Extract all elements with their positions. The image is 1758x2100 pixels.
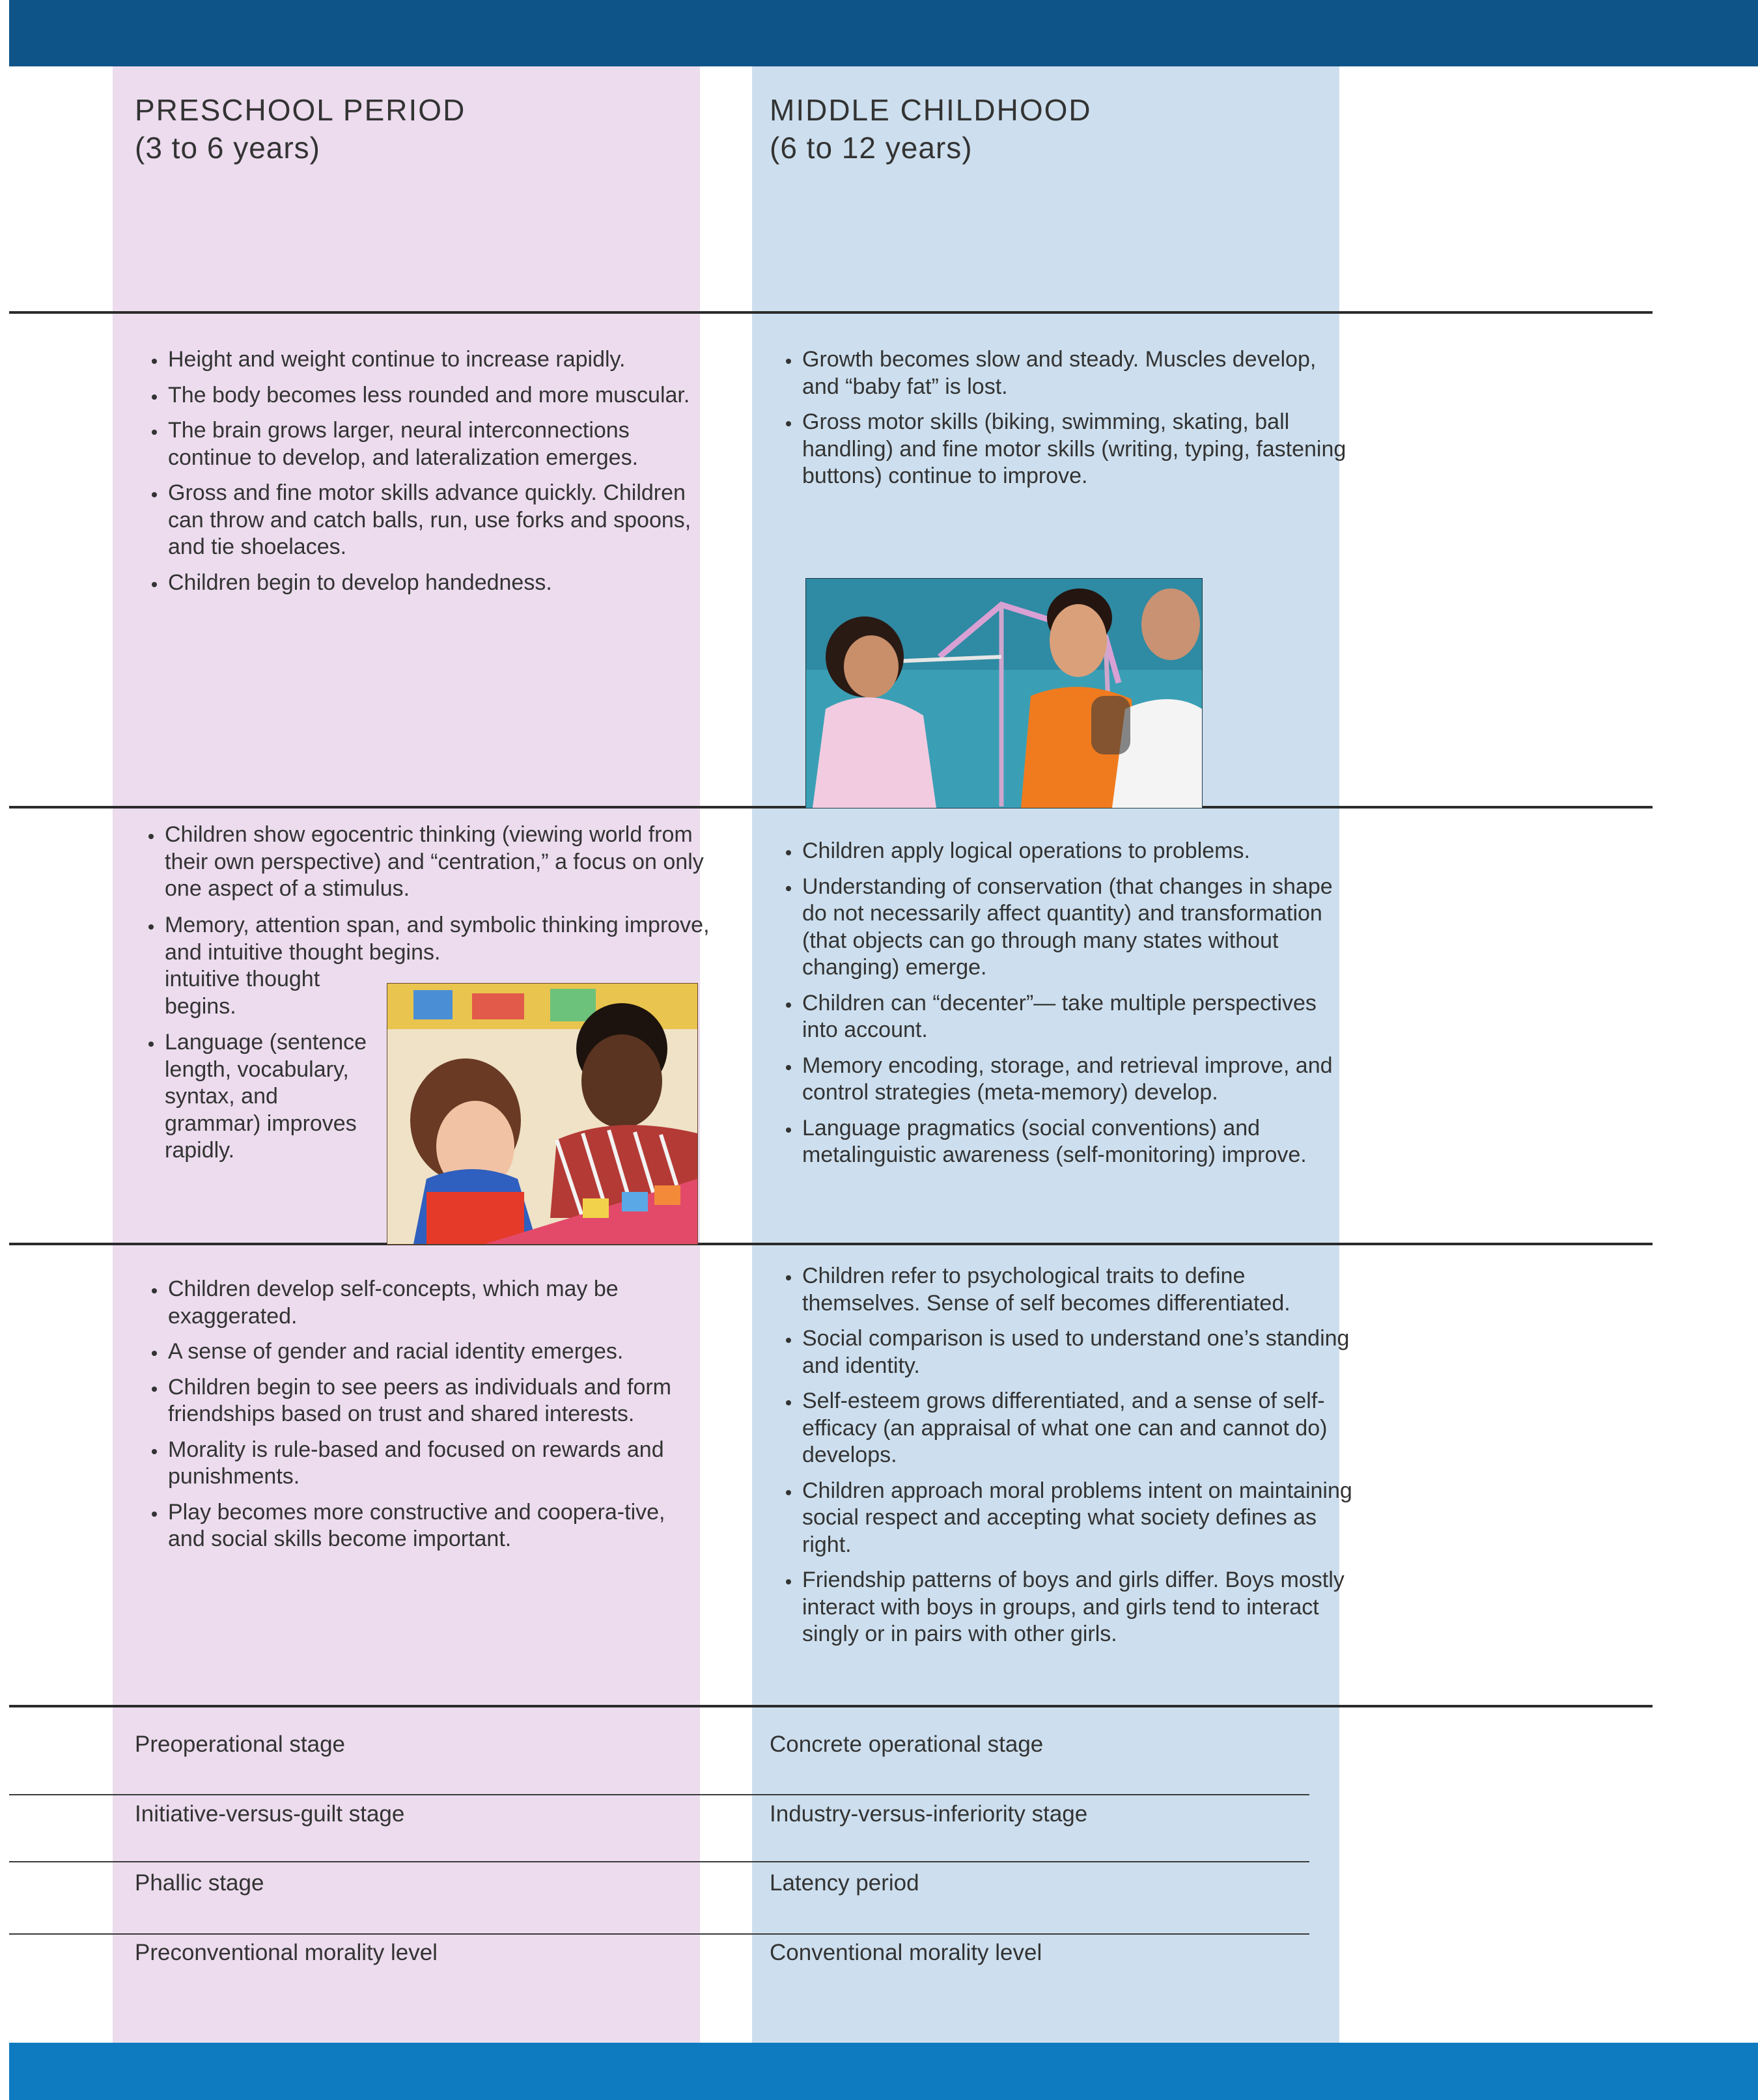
list-item: • Children refer to psychological traits to define themselves. Sense of self becomes differentiated. <box>801 1263 1354 1317</box>
cognitive-preschool-list-memory <box>132 912 720 967</box>
continuation-line-1: intuitive thought <box>165 967 320 991</box>
list-item: • Social comparison is used to understand one’s standing and identity. <box>801 1325 1354 1379</box>
theory-piaget-preschool: Preoperational stage <box>135 1732 345 1757</box>
list-item: • Friendship patterns of boys and girls differ. Boys mostly interact with boys in groups, and girls tend to interact singly or in pairs with other girls. <box>801 1567 1354 1648</box>
list-item: • Play becomes more constructive and coopera-tive, and social skills become important. <box>167 1499 707 1553</box>
list-item: • Morality is rule-based and focused on rewards and punishments. <box>167 1437 707 1491</box>
list-item: • Gross and fine motor skills advance quickly. Children can throw and catch balls, run, use forks and spoons, and tie shoelaces. <box>167 480 714 561</box>
theory-erikson-middle: Industry-versus-inferiority stage <box>770 1801 1088 1827</box>
preschool-title: PRESCHOOL PERIOD <box>135 93 466 127</box>
list-item: • Children approach moral problems intent on maintaining social respect and accepting what society defines as right. <box>801 1478 1354 1559</box>
bottom-banner <box>9 2043 1758 2100</box>
middle-childhood-age-range: (6 to 12 years) <box>770 131 973 165</box>
theory-divider <box>9 1861 1309 1862</box>
memory-text: • Memory, attention span, and symbolic thinking improve, and intuitive thought begins. <box>165 913 710 965</box>
theory-freud-preschool: Phallic stage <box>135 1870 264 1896</box>
theory-divider <box>9 1933 1309 1935</box>
list-item: • The body becomes less rounded and more muscular. <box>167 382 714 409</box>
social-preschool-list <box>135 1276 707 1562</box>
memory-continuation <box>165 966 380 1020</box>
section-divider-theories <box>9 1705 1653 1707</box>
list-item: • Understanding of conservation (that changes in shape do not necessarily affect quantity) and transformation (that objects can go through many states without changing) emerge. <box>801 874 1354 982</box>
list-item: • Language pragmatics (social conventions) and metalinguistic awareness (self-monitoring) improve. <box>801 1115 1354 1169</box>
top-banner <box>9 0 1758 66</box>
physical-preschool-list <box>135 346 714 605</box>
continuation-line-2: begins. <box>165 993 236 1019</box>
preschool-age-range: (3 to 6 years) <box>135 131 320 165</box>
physical-middle-list <box>770 346 1348 499</box>
children-building-illustration <box>806 579 1202 808</box>
children-playing-photo <box>387 983 698 1245</box>
theory-erikson-preschool: Initiative-versus-guilt stage <box>135 1801 405 1827</box>
list-item: • The brain grows larger, neural interconnections continue to develop, and lateralization emerges. <box>167 417 714 471</box>
list-item: • Height and weight continue to increase rapidly. <box>167 346 714 374</box>
cognitive-middle-list <box>770 838 1354 1178</box>
theory-kohlberg-middle: Conventional morality level <box>770 1940 1042 1965</box>
cognitive-preschool-list-language <box>132 1029 378 1173</box>
list-item: • Growth becomes slow and steady. Muscles develop, and “baby fat” is lost. <box>801 346 1348 400</box>
list-item: • Language (sentence length, vocabulary, syntax, and grammar) improves rapidly. <box>163 1029 378 1165</box>
children-building-photo <box>805 578 1203 808</box>
list-item: • A sense of gender and racial identity emerges. <box>167 1338 707 1366</box>
list-item: • Children can “decenter”— take multiple perspectives into account. <box>801 990 1354 1044</box>
children-playing-illustration <box>387 984 697 1244</box>
middle-childhood-title: MIDDLE CHILDHOOD <box>770 93 1092 127</box>
list-item: • Children develop self-concepts, which may be exaggerated. <box>167 1276 707 1330</box>
social-middle-list <box>770 1263 1354 1657</box>
list-item: • Children show egocentric thinking (viewing world from their own perspective) and “centration,” a focus on only one aspect of a stimulus. <box>163 822 720 903</box>
list-item: • Self-esteem grows differentiated, and a sense of self-efficacy (an appraisal of what one can and cannot do) develops. <box>801 1388 1354 1469</box>
theory-piaget-middle: Concrete operational stage <box>770 1732 1044 1757</box>
list-item: • Children apply logical operations to problems. <box>801 838 1354 865</box>
list-item <box>163 912 720 967</box>
theory-divider <box>9 1794 1309 1795</box>
cognitive-preschool-list-top <box>132 822 720 911</box>
theory-kohlberg-preschool: Preconventional morality level <box>135 1940 438 1965</box>
list-item: • Children begin to develop handedness. <box>167 570 714 597</box>
section-divider-physical <box>9 311 1653 314</box>
list-item: • Children begin to see peers as individuals and form friendships based on trust and shared interests. <box>167 1374 707 1428</box>
section-divider-social <box>9 1243 1653 1245</box>
theory-freud-middle: Latency period <box>770 1870 919 1896</box>
list-item: • Gross motor skills (biking, swimming, skating, ball handling) and fine motor skills (writing, typing, fastening buttons) continue to improve. <box>801 409 1348 490</box>
list-item: • Memory encoding, storage, and retrieval improve, and control strategies (meta-memory) develop. <box>801 1053 1354 1107</box>
